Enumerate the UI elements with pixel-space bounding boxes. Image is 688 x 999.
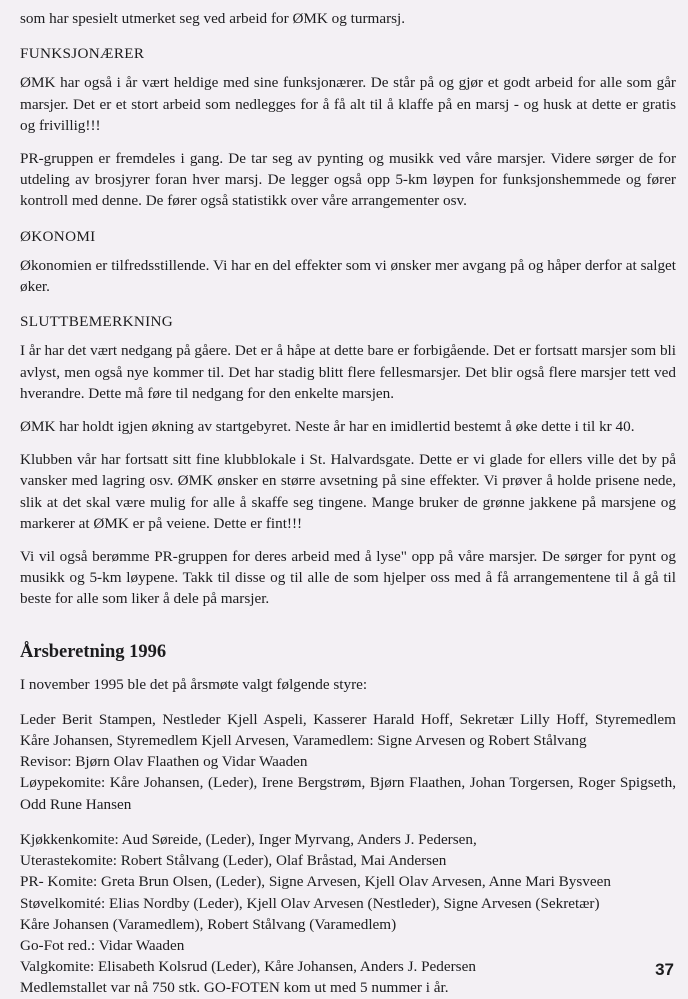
committee-entry: PR- Komite: Greta Brun Olsen, (Leder), Signe Arvesen, Kjell Olav Arvesen, Anne Mari Bysveen xyxy=(20,873,611,891)
heading-okonomi: ØKONOMI xyxy=(20,227,96,245)
board-entry: Revisor: Bjørn Olav Flaathen og Vidar Waaden xyxy=(20,753,308,771)
paragraph: I år har det vært nedgang på gåere. Det er å håpe at dette bare er forbigående. Det er fortsatt marsjer som bli avlyst, men også nye kommer til. Det har stadig blitt flere fellesmarsjer. Det blir også flere marsjer tett ved hverandre. Dette må føre til nedgang for den enkelte marsjen. xyxy=(20,342,676,402)
committee-entry: Uterastekomite: Robert Stålvang (Leder), Olaf Bråstad, Mai Andersen xyxy=(20,852,447,870)
section-title-arsberetning: Årsberetning 1996 xyxy=(20,641,167,662)
committee-entry: Valgkomite: Elisabeth Kolsrud (Leder), Kåre Johansen, Anders J. Pedersen xyxy=(20,958,476,976)
board-list xyxy=(20,709,676,815)
heading-sluttbemerkning: SLUTTBEMERKNING xyxy=(20,313,173,331)
paragraph: Økonomien er tilfredsstillende. Vi har en del effekter som vi ønsker mer avgang på og håper derfor at salget øker. xyxy=(20,256,676,296)
committee-entry: Go-Fot red.: Vidar Waaden xyxy=(20,936,185,954)
committee-entry: Medlemstallet var nå 750 stk. GO-FOTEN kom ut med 5 nummer i år. xyxy=(20,979,449,997)
board-entry: Løypekomite: Kåre Johansen, (Leder), Irene Bergstrøm, Bjørn Flaathen, Johan Torgersen, Roger Spigseth, Odd Rune Hansen xyxy=(20,774,676,813)
continuation-line: som har spesielt utmerket seg ved arbeid for ØMK og turmarsj. xyxy=(20,10,406,27)
heading-funksjonaerer: FUNKSJONÆRER xyxy=(20,45,145,63)
committee-list xyxy=(20,829,676,999)
paragraph: ØMK har også i år vært heldige med sine funksjonærer. De står på og gjør et godt arbeid for alle som går marsjer. Det er et stort arbeid som nedlegges for å få alt til å klaffe på en marsj - og husk at dette er gratis og frivillig!!! xyxy=(20,74,676,134)
document-page xyxy=(20,8,676,999)
committee-entry: Støvelkomité: Elias Nordby (Leder), Kjell Olav Arvesen (Nestleder), Signe Arvesen (Sekretær) xyxy=(20,894,600,912)
committee-entry: Kjøkkenkomite: Aud Søreide, (Leder), Inger Myrvang, Anders J. Pedersen, xyxy=(20,830,477,848)
intro-line: I november 1995 ble det på årsmøte valgt følgende styre: xyxy=(20,675,368,693)
paragraph: PR-gruppen er fremdeles i gang. De tar seg av pynting og musikk ved våre marsjer. Videre sørger de for utdeling av brosjyrer foran hver marsj. De legger også opp 5-km løypen for funksjonshemmede og fører kontroll med denne. De fører også statistikk over våre arrangementer osv. xyxy=(20,150,676,210)
paragraph: Klubben vår har fortsatt sitt fine klubblokale i St. Halvardsgate. Dette er vi glade for ellers ville det by på vansker med lagring osv. ØMK ønsker en større avsetning på sine effekter. Vi prøver å holde prisene nede, slik at det skal være mulig for alle å skaffe seg tingene. Mange bruker de grønne jakkene på marsjene og markerer at ØMK er på veiene. Dette er fint!!! xyxy=(20,451,676,532)
page-number: 37 xyxy=(655,960,674,979)
board-entry: Leder Berit Stampen, Nestleder Kjell Aspeli, Kasserer Harald Hoff, Sekretær Lilly Hoff, Styremedlem Kåre Johansen, Styremedlem Kjell Arvesen, Varamedlem: Signe Arvesen og Robert Stålvang xyxy=(20,710,676,750)
paragraph: Vi vil også berømme PR-gruppen for deres arbeid med å lyse" opp på våre marsjer. De sørger for pynt og musikk og 5-km løypene. Takk til disse og til alle de som hjelper oss med å få arrangementene til å gå til beste for alle som liker å dele på marsjer. xyxy=(20,548,676,608)
committee-entry: Kåre Johansen (Varamedlem), Robert Stålvang (Varamedlem) xyxy=(20,915,397,933)
paragraph: ØMK har holdt igjen økning av startgebyret. Neste år har en imidlertid bestemt å øke dette i til kr 40. xyxy=(20,418,635,436)
